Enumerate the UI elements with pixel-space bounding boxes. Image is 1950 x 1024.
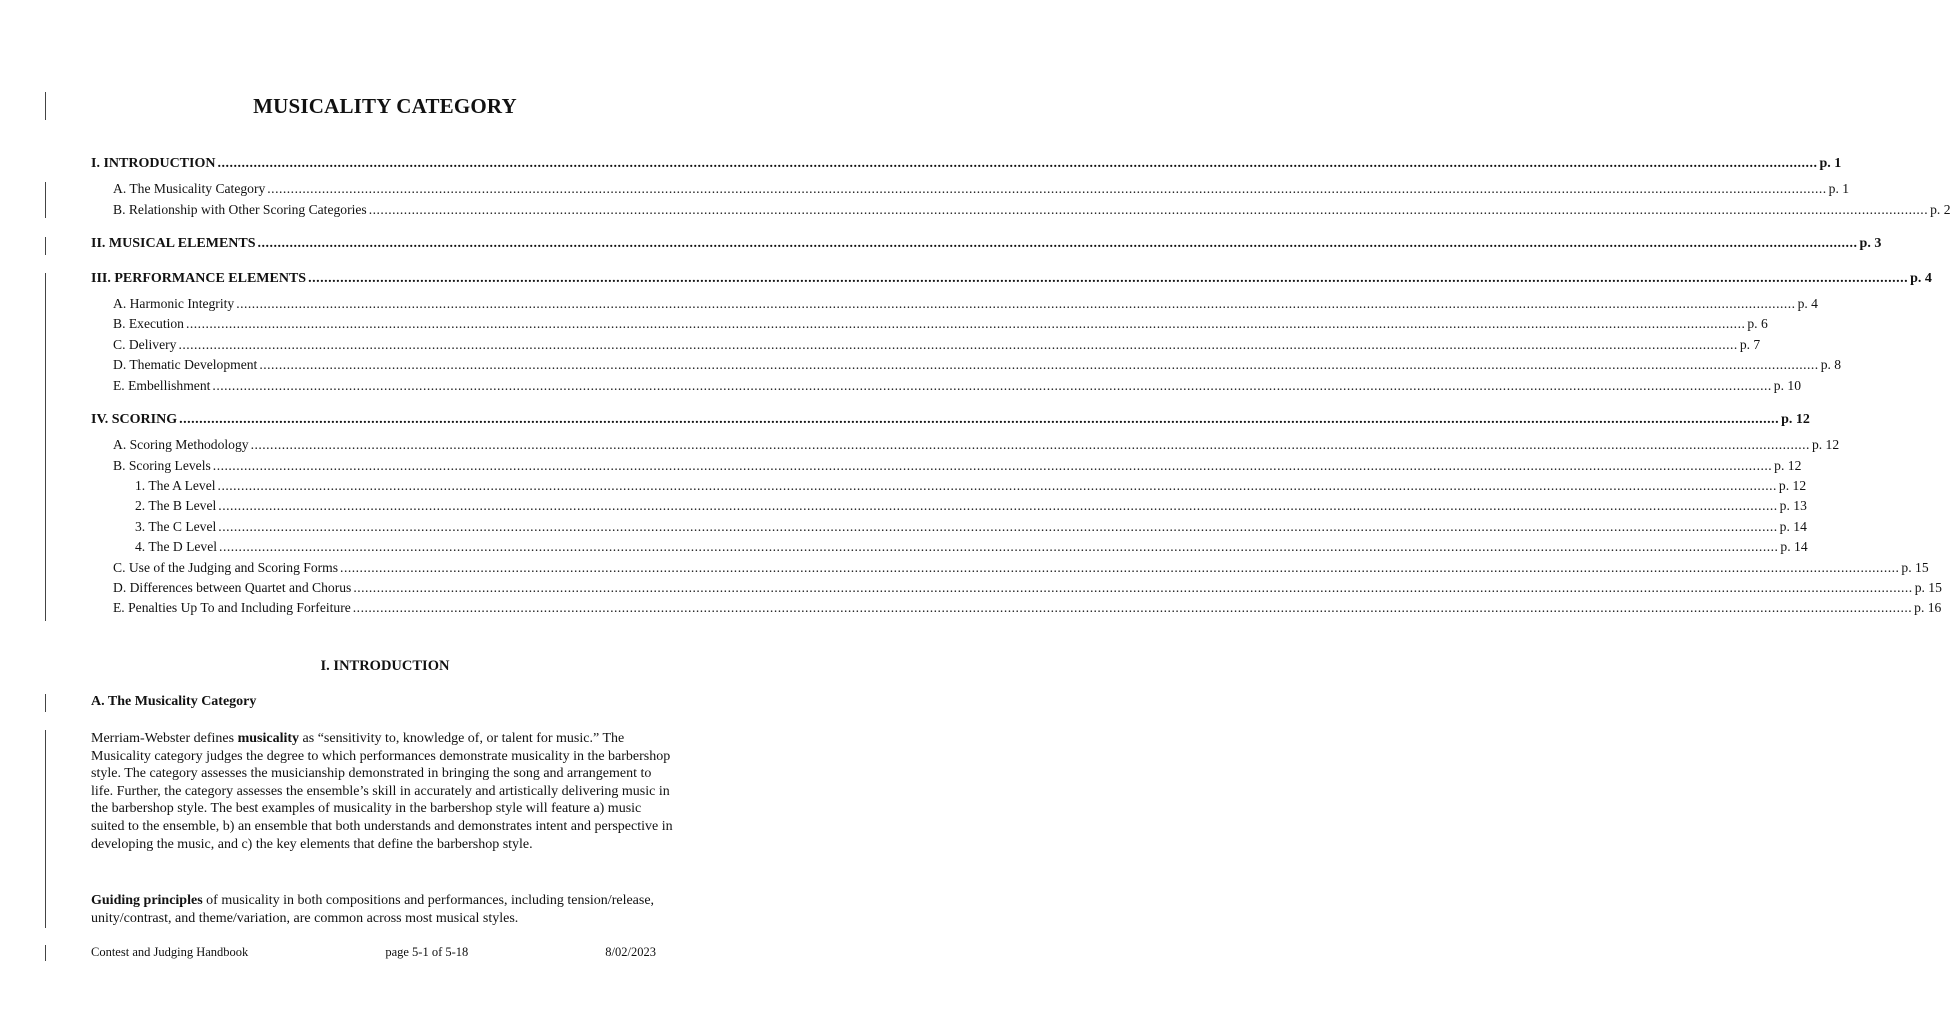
toc-dot-leader: ................................................................................................................................................................................................................................................................................................................................................................................................................ (267, 181, 1827, 197)
toc-entry[interactable] (91, 558, 1929, 578)
toc-entry-label: D. Differences between Quartet and Chorus (113, 580, 352, 596)
revision-bar (45, 273, 46, 621)
toc-dot-leader: ................................................................................................................................................................................................................................................................................................................................................................................................................ (218, 498, 1778, 514)
toc-entry[interactable] (91, 517, 1807, 537)
toc-dot-leader: ................................................................................................................................................................................................................................................................................................................................................................................................................ (178, 336, 1738, 352)
toc-entry-page: p. 16 (1914, 600, 1942, 616)
toc-entry-page: p. 1 (1828, 181, 1850, 197)
toc-entry-page: p. 3 (1859, 236, 1882, 252)
toc-entry[interactable] (91, 200, 1950, 220)
body-paragraph-2 (91, 892, 676, 927)
page-footer (91, 945, 656, 960)
toc-dot-leader: ................................................................................................................................................................................................................................................................................................................................................................................................................ (257, 236, 1858, 252)
toc-dot-leader: ................................................................................................................................................................................................................................................................................................................................................................................................................ (219, 539, 1779, 555)
toc-entry-page: p. 14 (1780, 539, 1808, 555)
toc-entry-page: p. 2 (1930, 201, 1950, 217)
toc-entry[interactable] (91, 410, 1810, 430)
para1-bold-term: musicality (237, 731, 300, 746)
toc-entry-label: C. Delivery (113, 336, 177, 352)
toc-entry-label: B. Relationship with Other Scoring Categories (113, 201, 367, 217)
toc-entry[interactable] (91, 314, 1768, 334)
revision-bar (45, 694, 46, 712)
toc-entry-page: p. 12 (1774, 457, 1802, 473)
toc-dot-leader: ................................................................................................................................................................................................................................................................................................................................................................................................................ (368, 201, 1929, 217)
toc-entry-label: E. Penalties Up To and Including Forfeiture (113, 600, 351, 616)
toc-entry[interactable] (91, 578, 1942, 598)
toc-entry[interactable] (91, 269, 1932, 289)
toc-entry-label: III. PERFORMANCE ELEMENTS (91, 270, 307, 286)
subsection-heading: A. The Musicality Category (91, 694, 257, 709)
toc-entry-page: p. 8 (1820, 357, 1842, 373)
toc-entry-label: 3. The C Level (135, 518, 217, 534)
toc-entry-label: II. MUSICAL ELEMENTS (91, 236, 256, 252)
toc-entry-page: p. 4 (1910, 270, 1932, 286)
toc-entry-label: 4. The D Level (135, 539, 218, 555)
toc-entry[interactable] (91, 435, 1840, 455)
section-heading: I. INTRODUCTION (320, 658, 450, 674)
toc-entry-page: p. 10 (1773, 377, 1801, 393)
toc-entry[interactable] (91, 355, 1842, 375)
toc-entry-label: E. Embellishment (113, 377, 211, 393)
para2-text-rest: of musicality in both compositions and performances, including tension/release, unity/contrast, and theme/variation, are common across most musical styles. (91, 893, 655, 926)
toc-dot-leader: ................................................................................................................................................................................................................................................................................................................................................................................................................ (185, 316, 1746, 332)
toc-entry-label: IV. SCORING (91, 411, 178, 427)
revision-bar (45, 237, 46, 255)
toc-entry[interactable] (91, 456, 1802, 476)
revision-bar (45, 730, 46, 928)
toc-entry[interactable] (91, 537, 1808, 557)
para1-text-start: Merriam-Webster defines (91, 731, 238, 746)
toc-entry-page: p. 12 (1781, 411, 1810, 427)
toc-entry[interactable] (91, 476, 1807, 496)
toc-entry-label: A. The Musicality Category (113, 181, 266, 197)
toc-dot-leader: ................................................................................................................................................................................................................................................................................................................................................................................................................ (308, 270, 1909, 286)
toc-dot-leader: ................................................................................................................................................................................................................................................................................................................................................................................................................ (179, 411, 1780, 427)
toc-entry-page: p. 7 (1739, 336, 1761, 352)
footer-date: 8/02/2023 (605, 945, 656, 959)
toc-dot-leader: ................................................................................................................................................................................................................................................................................................................................................................................................................ (352, 600, 1913, 616)
toc-entry-label: A. Scoring Methodology (113, 437, 249, 453)
footer-page-number: page 5-1 of 5-18 (385, 945, 469, 959)
toc-entry[interactable] (91, 598, 1942, 618)
toc-dot-leader: ................................................................................................................................................................................................................................................................................................................................................................................................................ (217, 156, 1818, 171)
toc-entry[interactable] (91, 179, 1850, 199)
toc-entry[interactable] (91, 376, 1801, 396)
toc-entry-page: p. 14 (1779, 518, 1807, 534)
toc-entry-page: p. 4 (1797, 295, 1818, 311)
table-of-contents (91, 154, 1950, 619)
toc-entry-page: p. 6 (1747, 316, 1768, 332)
toc-entry-label: A. Harmonic Integrity (113, 295, 235, 311)
toc-dot-leader: ................................................................................................................................................................................................................................................................................................................................................................................................................ (212, 377, 1772, 393)
toc-entry-label: 2. The B Level (135, 498, 217, 514)
toc-entry[interactable] (91, 294, 1818, 314)
body-paragraph-1 (91, 730, 676, 853)
toc-entry-page: p. 15 (1901, 559, 1929, 575)
para1-text-rest: as “sensitivity to, knowledge of, or talent for music.” The Musicality category judges the degree to which performances demonstrate musicality in the barbershop style. The category assesses the musicianship demonstrated in bringing the song and arrangement to life. Further, the category assesses the ensemble’s skill in accurately and artistically delivering music in the barbershop style. The best examples of musicality in the barbershop style will feature a) music suited to the ensemble, b) an ensemble that both understands and demonstrates intent and perspective in developing the music, and c) the key elements that define the barbershop style. (91, 731, 673, 852)
revision-bar (45, 945, 46, 961)
toc-dot-leader: ................................................................................................................................................................................................................................................................................................................................................................................................................ (212, 457, 1773, 473)
toc-dot-leader: ................................................................................................................................................................................................................................................................................................................................................................................................................ (236, 295, 1796, 311)
revision-bar (45, 182, 46, 218)
toc-entry-label: B. Execution (113, 316, 184, 332)
toc-entry-label: B. Scoring Levels (113, 457, 211, 473)
toc-entry-page: p. 1 (1819, 156, 1842, 171)
footer-handbook-name: Contest and Judging Handbook (91, 945, 249, 959)
toc-entry[interactable] (91, 496, 1807, 516)
toc-dot-leader: ................................................................................................................................................................................................................................................................................................................................................................................................................ (250, 437, 1810, 453)
toc-entry-label: 1. The A Level (135, 478, 216, 494)
toc-entry-page: p. 15 (1914, 580, 1942, 596)
toc-entry[interactable] (91, 154, 1842, 174)
document-title: MUSICALITY CATEGORY (253, 94, 517, 118)
toc-entry-label: I. INTRODUCTION (91, 156, 216, 171)
toc-entry-page: p. 13 (1779, 498, 1807, 514)
toc-dot-leader: ................................................................................................................................................................................................................................................................................................................................................................................................................ (353, 580, 1913, 596)
toc-dot-leader: ................................................................................................................................................................................................................................................................................................................................................................................................................ (340, 559, 1900, 575)
toc-entry-label: D. Thematic Development (113, 357, 258, 373)
toc-dot-leader: ................................................................................................................................................................................................................................................................................................................................................................................................................ (259, 357, 1819, 373)
toc-dot-leader: ................................................................................................................................................................................................................................................................................................................................................................................................................ (218, 518, 1778, 534)
toc-entry[interactable] (91, 335, 1761, 355)
toc-entry-page: p. 12 (1811, 437, 1840, 453)
toc-entry[interactable] (91, 234, 1882, 254)
para2-bold-term: Guiding principles (91, 893, 203, 908)
toc-entry-page: p. 12 (1778, 478, 1807, 494)
toc-dot-leader: ................................................................................................................................................................................................................................................................................................................................................................................................................ (217, 478, 1777, 494)
toc-entry-label: C. Use of the Judging and Scoring Forms (113, 559, 339, 575)
